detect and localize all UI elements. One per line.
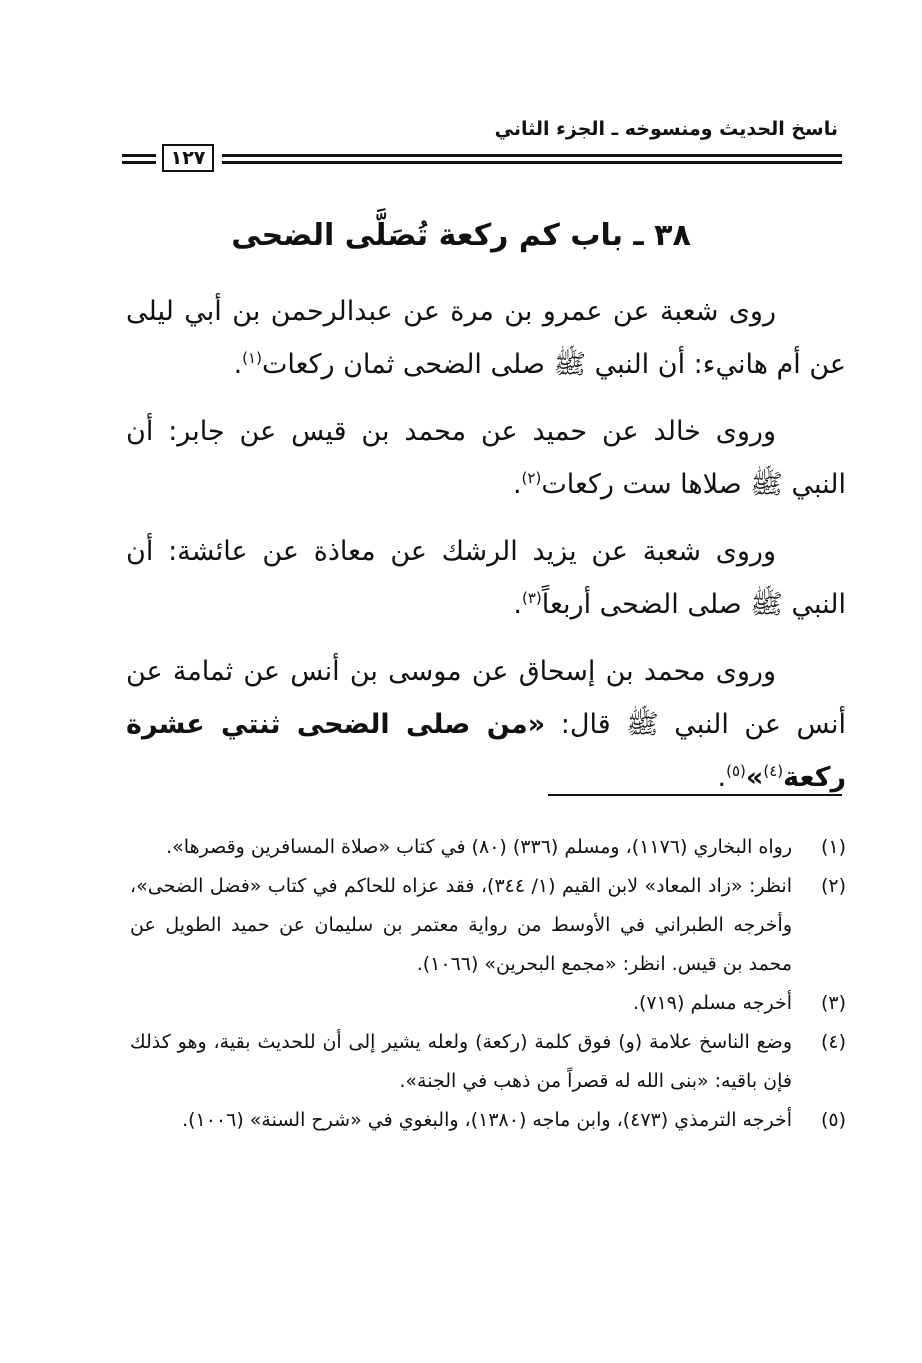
note-ref-3: (٣) xyxy=(521,589,542,607)
paragraph-3-end: . xyxy=(513,589,522,620)
footnotes xyxy=(130,828,846,1140)
note-ref-5: (٥) xyxy=(726,762,746,780)
paragraph-4-text: وروى محمد بن إسحاق عن موسى بن أنس عن ثمامة عن أنس عن النبي ﷺ قال: xyxy=(126,656,846,740)
header-rule xyxy=(122,152,842,170)
footnote-2 xyxy=(130,867,846,984)
footnote-text: وضع الناسخ علامة (و) فوق كلمة (ركعة) ولعله يشير إلى أن للحديث بقية، وهو كذلك فإن باقيه: «بنى الله له قصراً من ذهب في الجنة». xyxy=(130,1031,792,1092)
footnote-text: أخرجه الترمذي (٤٧٣)، وابن ماجه (١٣٨٠)، والبغوي في «شرح السنة» (١٠٠٦). xyxy=(182,1109,792,1131)
page-number: ١٢٧ xyxy=(162,144,214,172)
paragraph-2-text: وروى خالد عن حميد عن محمد بن قيس عن جابر: أن النبي ﷺ صلاها ست ركعات xyxy=(126,416,846,500)
footnote-number: (٤) xyxy=(820,1031,846,1053)
paragraph-3-text: وروى شعبة عن يزيد الرشك عن معاذة عن عائشة: أن النبي ﷺ صلى الضحى أربعاً xyxy=(126,536,846,620)
chapter-title: ٣٨ ـ باب كم ركعة تُصَلَّى الضحى xyxy=(231,218,691,253)
main-text xyxy=(126,285,846,804)
paragraph-2 xyxy=(126,405,846,511)
header-rule-right-bottom xyxy=(222,161,842,164)
paragraph-1-text: روى شعبة عن عمرو بن مرة عن عبدالرحمن بن أبي ليلى عن أم هانيء: أن النبي ﷺ صلى الضحى ثمان ركعات xyxy=(126,296,846,380)
footnote-text: أخرجه مسلم (٧١٩). xyxy=(632,992,792,1014)
paragraph-4-end: . xyxy=(717,762,727,793)
hadith-quote: «من صلى الضحى ثنتي عشرة ركعة xyxy=(126,709,846,793)
paragraph-2-end: . xyxy=(512,469,522,500)
footnote-separator xyxy=(548,794,842,796)
footnote-text: انظر: «زاد المعاد» لابن القيم (١/ ٣٤٤)، فقد عزاه للحاكم في كتاب «فضل الضحى»، وأخرجه الطبراني في الأوسط من رواية معتمر بن سليمان عن حميد الطويل عن محمد بن قيس. انظر: «مجمع البحرين» (١٠٦٦). xyxy=(130,875,792,975)
footnote-number: (٣) xyxy=(820,992,846,1014)
header-rule-left-bottom xyxy=(122,161,156,164)
footnote-4 xyxy=(130,1023,846,1101)
header-rule-right-top xyxy=(222,154,842,157)
footnote-text: رواه البخاري (١١٧٦)، ومسلم (٣٣٦) (٨٠) في كتاب «صلاة المسافرين وقصرها». xyxy=(166,836,792,858)
paragraph-4 xyxy=(126,645,846,804)
quote-close: » xyxy=(745,762,764,793)
note-ref-2: (٢) xyxy=(521,469,542,487)
footnote-number: (٢) xyxy=(820,875,846,897)
paragraph-3 xyxy=(126,525,846,631)
note-ref-1: (١) xyxy=(242,349,262,367)
footnote-3 xyxy=(130,984,846,1023)
note-ref-4: (٤) xyxy=(763,762,784,780)
footnote-1 xyxy=(130,828,846,867)
footnote-5 xyxy=(130,1101,846,1140)
paragraph-1-end: . xyxy=(233,349,243,380)
header-rule-left-top xyxy=(122,154,156,157)
paragraph-1 xyxy=(126,285,846,391)
footnote-number: (١) xyxy=(820,836,846,858)
running-header-title: ناسخ الحديث ومنسوخه ـ الجزء الثاني xyxy=(494,118,838,140)
footnote-number: (٥) xyxy=(820,1109,846,1131)
